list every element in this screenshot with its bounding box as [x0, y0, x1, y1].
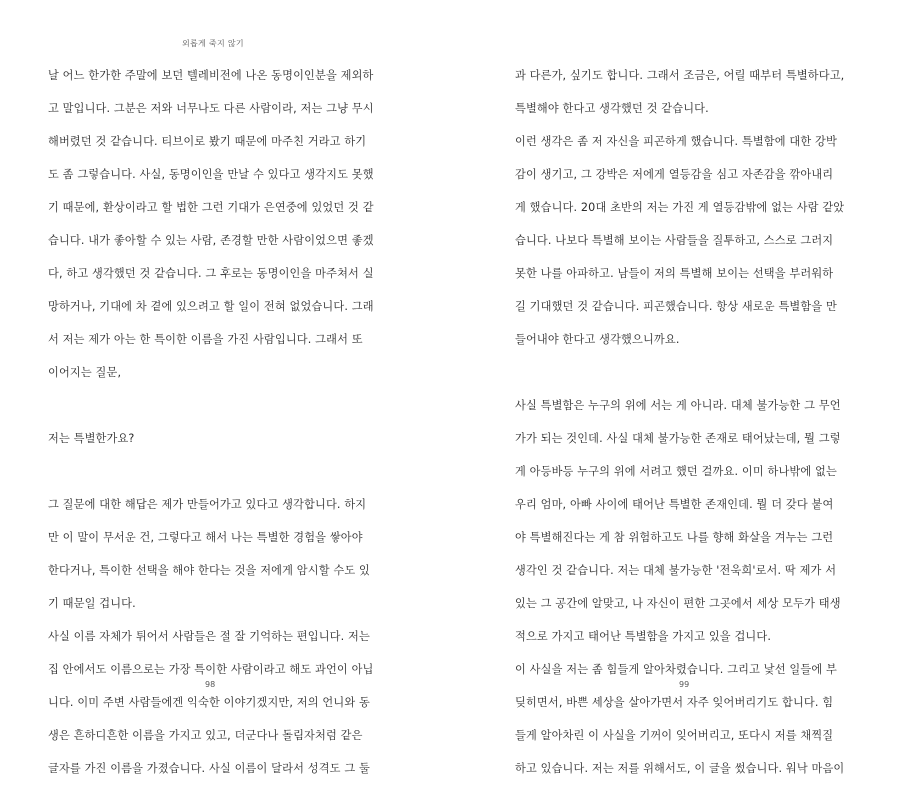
text-line: 이런 생각은 좀 저 자신을 피곤하게 했습니다. 특별함에 대한 강박: [515, 135, 837, 148]
text-line: 고 말입니다. 그분은 저와 너무나도 다른 사람이라, 저는 그냥 무시: [48, 102, 374, 115]
text-line: 우리 엄마, 아빠 사이에 태어난 특별한 존재인데. 뭘 더 갖다 붙여: [515, 498, 834, 511]
text-line: 길 기대했던 것 같습니다. 피곤했습니다. 항상 새로운 특별함을 만: [515, 300, 837, 313]
text-line: 들게 알아차린 이 사실을 기꺼이 잊어버리고, 또다시 저를 채찍질: [515, 729, 834, 742]
text-line: 과 다른가, 싶기도 합니다. 그래서 조금은, 어릴 때부터 특별하다고,: [515, 69, 845, 82]
text-line: 한다거나, 특이한 선택을 해야 한다는 것을 저에게 암시할 수도 있: [48, 564, 370, 577]
text-line: 습니다. 내가 좋아할 수 있는 사람, 존경할 만한 사람이었으면 좋겠: [48, 234, 374, 247]
right-body-text: [515, 59, 885, 785]
text-line: 날 어느 한가한 주말에 보던 텔레비전에 나온 동명이인분을 제외하: [48, 69, 374, 82]
text-line: 적으로 가지고 태어난 특별함을 가지고 있을 겁니다.: [515, 630, 772, 643]
text-line: 감이 생기고, 그 강박은 저에게 열등감을 심고 자존감을 깎아내리: [515, 168, 834, 181]
text-line: 딪히면서, 바쁜 세상을 살아가면서 자주 잊어버리기도 합니다. 힘: [515, 696, 834, 709]
running-header: 외롭게 죽지 않기: [182, 39, 244, 48]
text-line: 그 질문에 대한 해답은 제가 만들어가고 있다고 생각합니다. 하지: [48, 498, 367, 511]
text-line: 들어내야 한다고 생각했으니까요.: [515, 333, 680, 346]
text-line: 도 좀 그렇습니다. 사실, 동명이인을 만날 수 있다고 생각지도 못했: [48, 168, 374, 181]
text-line: [48, 455, 418, 488]
page-number-left: 98: [205, 680, 216, 689]
text-line: 가가 되는 것인데. 사실 대체 불가능한 존재로 태어났는데, 뭘 그렇: [515, 432, 841, 445]
text-line: 망하거나, 기대에 차 곁에 있으려고 할 일이 전혀 없었습니다. 그래: [48, 300, 374, 313]
text-line: 습니다. 나보다 특별해 보이는 사람들을 질투하고, 스스로 그러지: [515, 234, 834, 247]
page-number-right: 99: [679, 680, 690, 689]
text-line: 해버렸던 것 같습니다. 티브이로 봤기 때문에 마주친 거라고 하기: [48, 135, 367, 148]
text-line: [515, 356, 885, 389]
text-line: 못한 나를 아파하고. 남들이 저의 특별해 보이는 선택을 부러워하: [515, 267, 834, 280]
text-line: 니다. 이미 주변 사람들에겐 익숙한 이야기겠지만, 저의 언니와 동: [48, 696, 370, 709]
text-line: 게 아등바등 누구의 위에 서려고 했던 걸까요. 이미 하나밖에 없는: [515, 465, 837, 478]
text-line: 특별해야 한다고 생각했던 것 같습니다.: [515, 102, 709, 115]
text-line: 생각인 것 같습니다. 저는 대체 불가능한 '전욱희'로서. 딱 제가 서: [515, 564, 837, 577]
text-line: 하고 있습니다. 저는 저를 위해서도, 이 글을 썼습니다. 워낙 마음이: [515, 762, 845, 775]
text-line: 다, 하고 생각했던 것 같습니다. 그 후로는 동명이인을 마주쳐서 실: [48, 267, 374, 280]
text-line: 서 저는 제가 아는 한 특이한 이름을 가진 사람입니다. 그래서 또: [48, 333, 363, 346]
text-line: 기 때문에, 환상이라고 할 법한 그런 기대가 은연중에 있었던 것 같: [48, 201, 374, 214]
text-line: 이어지는 질문,: [48, 366, 122, 379]
left-body-text: [48, 59, 418, 785]
text-line: 게 했습니다. 20대 초반의 저는 가진 게 열등감밖에 없는 사람 같았: [515, 201, 845, 214]
text-line: 사실 이름 자체가 튀어서 사람들은 절 잘 기억하는 편입니다. 저는: [48, 630, 370, 643]
text-line: 있는 그 공간에 알맞고, 나 자신이 편한 그곳에서 세상 모두가 태생: [515, 597, 841, 610]
left-page: [0, 0, 450, 775]
text-line: 이 사실을 저는 좀 힘들게 알아차렸습니다. 그리고 낯선 일들에 부: [515, 663, 837, 676]
text-line: 생은 흔하디흔한 이름을 가지고 있고, 더군다나 돌림자처럼 같은: [48, 729, 363, 742]
right-page: [450, 0, 900, 775]
text-line: 야 특별해진다는 게 참 위험하고도 나를 향해 화살을 겨누는 그런: [515, 531, 834, 544]
text-line: 만 이 말이 무서운 건, 그렇다고 해서 나는 특별한 경험을 쌓아야: [48, 531, 363, 544]
text-line: 기 때문일 겁니다.: [48, 597, 136, 610]
text-line: [48, 389, 418, 422]
text-line: 글자를 가진 이름을 가졌습니다. 사실 이름이 달라서 성격도 그 둘: [48, 762, 370, 775]
text-line: 사실 특별함은 누구의 위에 서는 게 아니라. 대체 불가능한 그 무언: [515, 399, 841, 412]
text-line: 집 안에서도 이름으로는 가장 특이한 사람이라고 해도 과언이 아닙: [48, 663, 374, 676]
text-line: 저는 특별한가요?: [48, 432, 135, 445]
